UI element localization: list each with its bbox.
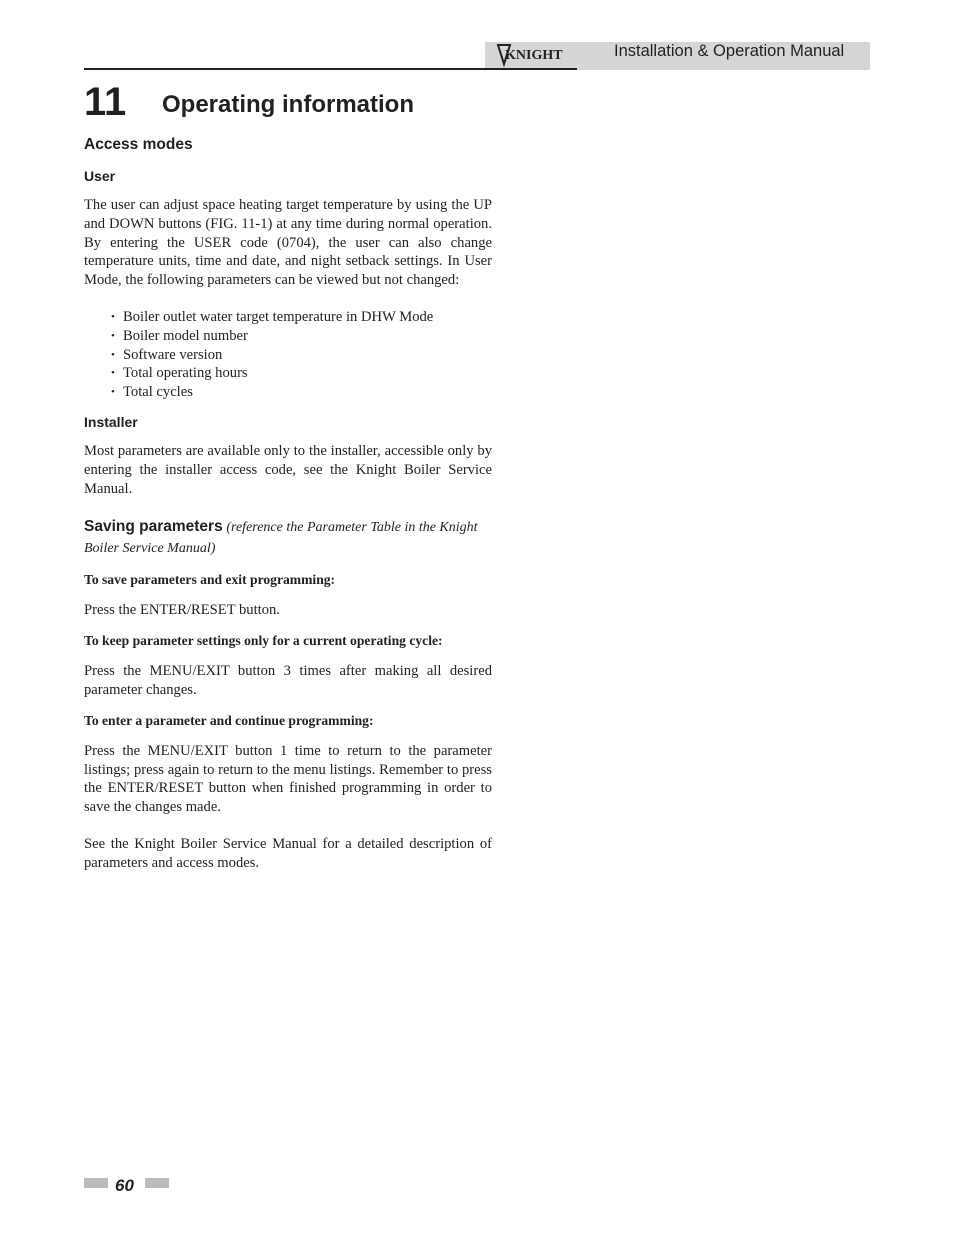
step-text: Press the MENU/EXIT button 3 times after making all desired parameter changes. <box>84 663 492 698</box>
manual-title: Installation & Operation Manual <box>614 42 845 60</box>
saving-parameters-heading: Saving parameters <box>84 518 223 536</box>
access-modes-heading: Access modes <box>84 136 193 153</box>
chapter-title: Operating information <box>162 91 414 118</box>
list-item: • Boiler outlet water target temperature in DHW Mode <box>123 308 492 327</box>
closing-paragraph: See the Knight Boiler Service Manual for a detailed description of parameters and access modes. <box>84 835 492 871</box>
user-body: The user can adjust space heating target temperature by using the UP and DOWN buttons (FIG. 11-1) at any time during normal operation. By entering the USER code (0704), the user can also change temperature units, time and date, and night setback settings. In User Mode, the following parameters can be viewed but not changed: <box>84 197 492 289</box>
header-rule <box>84 68 577 70</box>
installer-body: Most parameters are available only to the installer, accessible only by entering the installer access code, see the Knight Boiler Service Manual. <box>84 442 492 497</box>
list-item: • Total cycles <box>123 383 492 402</box>
step-text: Press the MENU/EXIT button 1 time to return to the parameter listings; press again to return to the menu listings. Remember to press the ENTER/RESET button when finished programming in order to save the changes made. <box>84 742 492 816</box>
step-label: To save parameters and exit programming: <box>84 572 336 588</box>
list-item: • Total operating hours <box>123 364 492 383</box>
saving-parameters-paragraph <box>84 516 492 559</box>
installer-heading: Installer <box>84 413 138 430</box>
footer-bar-left <box>84 1178 108 1188</box>
svg-text:KNIGHT: KNIGHT <box>505 48 563 63</box>
main-content <box>84 136 492 873</box>
list-item: • Boiler model number <box>123 327 492 346</box>
knight-logo <box>496 42 572 68</box>
user-heading: User <box>84 168 116 184</box>
saving-reference: (reference the Parameter Table in the Knight Boiler Service Manual) <box>84 520 478 557</box>
step-text: Press the ENTER/RESET button. <box>84 602 280 619</box>
list-item: • Software version <box>123 346 492 365</box>
page-number: 60 <box>115 1176 134 1195</box>
step-label: To keep parameter settings only for a current operating cycle: <box>84 633 443 649</box>
step-label: To enter a parameter and continue programming: <box>84 712 374 728</box>
footer-bar-right <box>145 1178 169 1188</box>
user-parameter-list <box>84 308 492 402</box>
chapter-number: 11 <box>84 80 127 124</box>
